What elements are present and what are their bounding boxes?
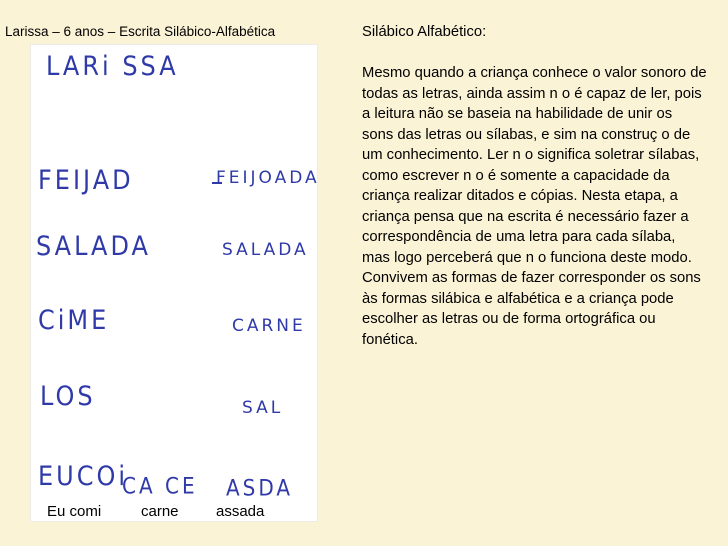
- handwritten-carne: CA CE: [122, 472, 198, 500]
- explanation-panel: [362, 22, 707, 350]
- panel-heading: Silábico Alfabético:: [362, 24, 487, 40]
- caption-word: carne: [141, 503, 179, 520]
- handwritten-word-sal-attempt: LOS: [40, 380, 96, 412]
- handwritten-name: LARi SSA: [46, 50, 179, 82]
- slide-title: Larissa – 6 anos – Escrita Silábico-Alfabética: [5, 24, 276, 39]
- handwritten-eu-comi: EUCOi: [38, 460, 129, 492]
- handwritten-assada: ASDA: [226, 474, 294, 502]
- handwritten-word-salada-attempt: SALADA: [36, 230, 151, 262]
- handwritten-word-feijoada-attempt: FEIJAD: [38, 164, 134, 196]
- handwriting-sample-image: [30, 44, 318, 522]
- caption-word: assada: [216, 503, 265, 520]
- panel-body-text: Mesmo quando a criança conhece o valor sonoro de todas as letras, ainda assim n o é capaz de ler, pois a leitura não se baseia na habilidade de unir os sons das letras ou sílabas, e sim na construç o de um conhecimento. Ler n o significa soletrar sílabas, como escrever n o é somente a capacidade da criança realizar ditados e cópias. Nesta etapa, a criança pensa que na escrita é necessário fazer a correspondência de uma letra para cada sílaba, mas logo perceberá que n o funciona deste modo. Convivem as formas de fazer corresponder os sons às formas silábica e alfabética e a criança pode escolher as letras ou de forma ortográfica ou fonética.: [362, 65, 707, 348]
- handwritten-word-sal: SAL: [242, 398, 284, 418]
- caption-word: Eu comi: [47, 503, 102, 520]
- handwritten-word-carne-attempt: CiME: [38, 304, 110, 336]
- handwritten-word-salada: SALADA: [222, 240, 309, 260]
- handwritten-word-feijoada: FEIJOADA: [216, 168, 320, 188]
- handwritten-word-carne: CARNE: [232, 316, 306, 336]
